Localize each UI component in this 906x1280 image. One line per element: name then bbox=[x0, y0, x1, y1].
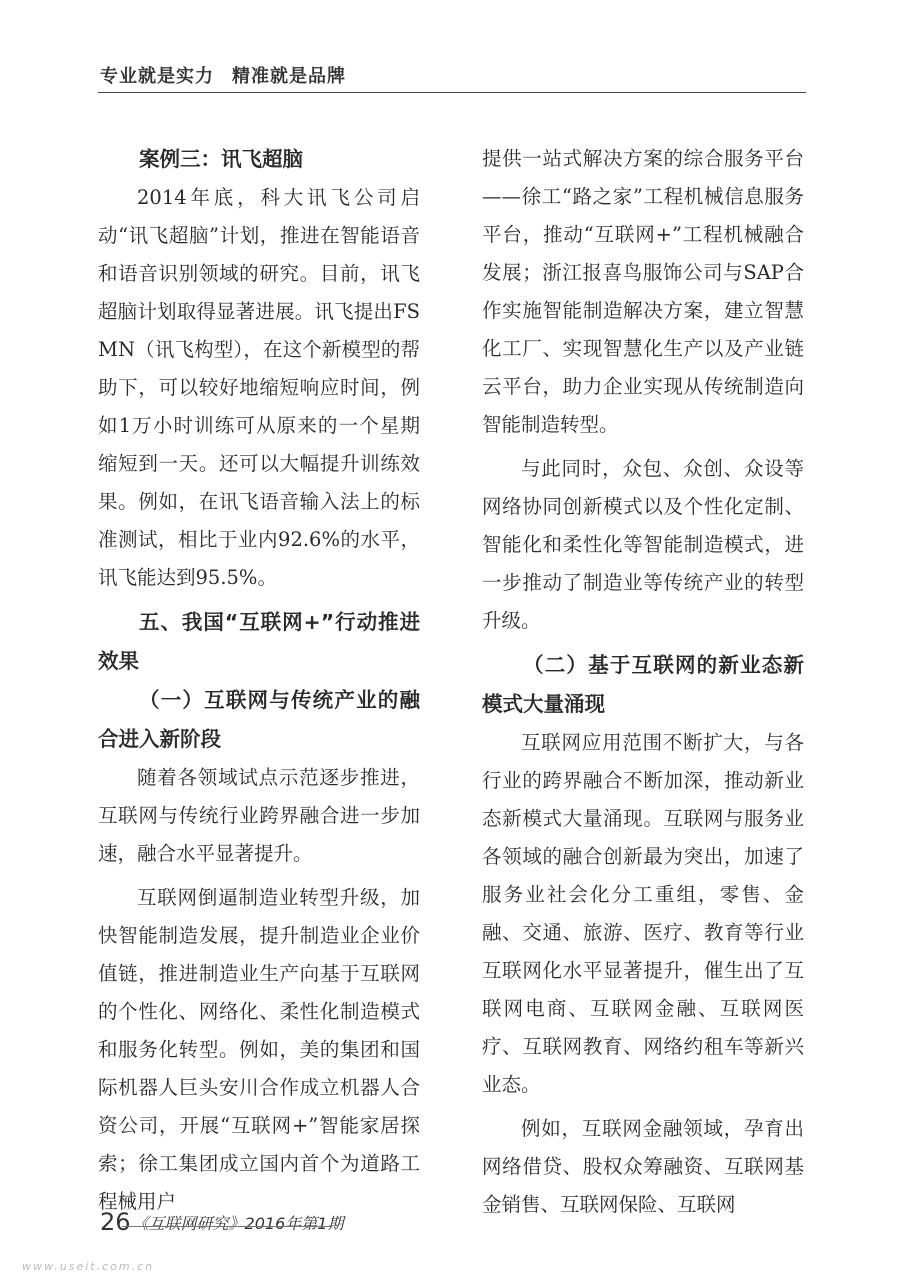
case-heading: 案例三：讯飞超脑 bbox=[139, 147, 303, 171]
case-paragraph: 2014年底，科大讯飞公司启动“讯飞超脑”计划，推进在智能语音和语音识别领域的研究。目前，讯飞超脑计划取得显著进展。讯飞提出FSMN（讯飞构型），在这个新模型的帮助下，可以较好地缩短响应时间，例如1万小时训练可从原来的一个星期缩短到一天。还可以大幅提升训练效果。例如，在讯飞语音输入法上的标准测试，相比于业内92.6%的水平，讯飞能达到95.5%。 bbox=[98, 186, 420, 589]
subsection-1-paragraph-1: 随着各领域试点示范逐步推进，互联网与传统行业跨界融合进一步加速，融合水平显著提升。 bbox=[98, 766, 420, 865]
subsection-2-heading: （二）基于互联网的新业态新模式大量涌现 bbox=[482, 653, 804, 716]
header-slogan-right: 精准就是品牌 bbox=[232, 66, 346, 87]
footer-rule bbox=[122, 1226, 332, 1227]
left-column bbox=[98, 140, 420, 1221]
subsection-1-paragraph-2: 互联网倒逼制造业转型升级，加快智能制造发展，提升制造业企业价值链，推进制造业生产向基于互联网的个性化、网络化、柔性化制造模式和服务化转型。例如，美的集团和国际机器人巨头安川合作成立机器人合资公司，开展“互联网+”智能家居探索；徐工集团成立国内首个为道路工程械用户 bbox=[98, 886, 420, 1213]
journal-citation: 《互联网研究》2016年第1期 bbox=[132, 1213, 344, 1233]
page-footer bbox=[100, 1208, 343, 1236]
subsection-1-heading: （一）互联网与传统产业的融合进入新阶段 bbox=[98, 688, 420, 751]
paragraph-crowd-innovation: 与此同时，众包、众创、众设等网络协同创新模式以及个性化定制、智能化和柔性化等智能制造模式，进一步推动了制造业等传统产业的转型升级。 bbox=[482, 457, 804, 632]
paragraph-internet-finance: 例如，互联网金融领域，孕育出网络借贷、股权众筹融资、互联网基金销售、互联网保险、互联网 bbox=[482, 1117, 804, 1216]
header-rule bbox=[98, 92, 806, 93]
paragraph-new-formats: 互联网应用范围不断扩大，与各行业的跨界融合不断加深，推动新业态新模式大量涌现。互联网与服务业各领域的融合创新最为突出，加速了服务业社会化分工重组，零售、金融、交通、旅游、医疗、教育等行业互联网化水平显著提升，催生出了互联网电商、互联网金融、互联网医疗、互联网教育、网络约租车等新兴业态。 bbox=[482, 731, 804, 1096]
watermark: www.useit.com.cn bbox=[22, 1260, 155, 1273]
section-heading: 五、我国“互联网+”行动推进效果 bbox=[98, 610, 420, 673]
continued-paragraph: 提供一站式解决方案的综合服务平台——徐工“路之家”工程机械信息服务平台，推动“互联网+”工程机械融合发展；浙江报喜鸟服饰公司与SAP合作实施智能制造解决方案，建立智慧化工厂、实现智慧化生产以及产业链云平台，助力企业实现从传统制造向智能制造转型。 bbox=[482, 147, 804, 436]
page-number: 26 bbox=[100, 1208, 131, 1236]
running-header bbox=[100, 62, 346, 88]
header-slogan-left: 专业就是实力 bbox=[100, 66, 214, 87]
right-column bbox=[482, 140, 804, 1224]
